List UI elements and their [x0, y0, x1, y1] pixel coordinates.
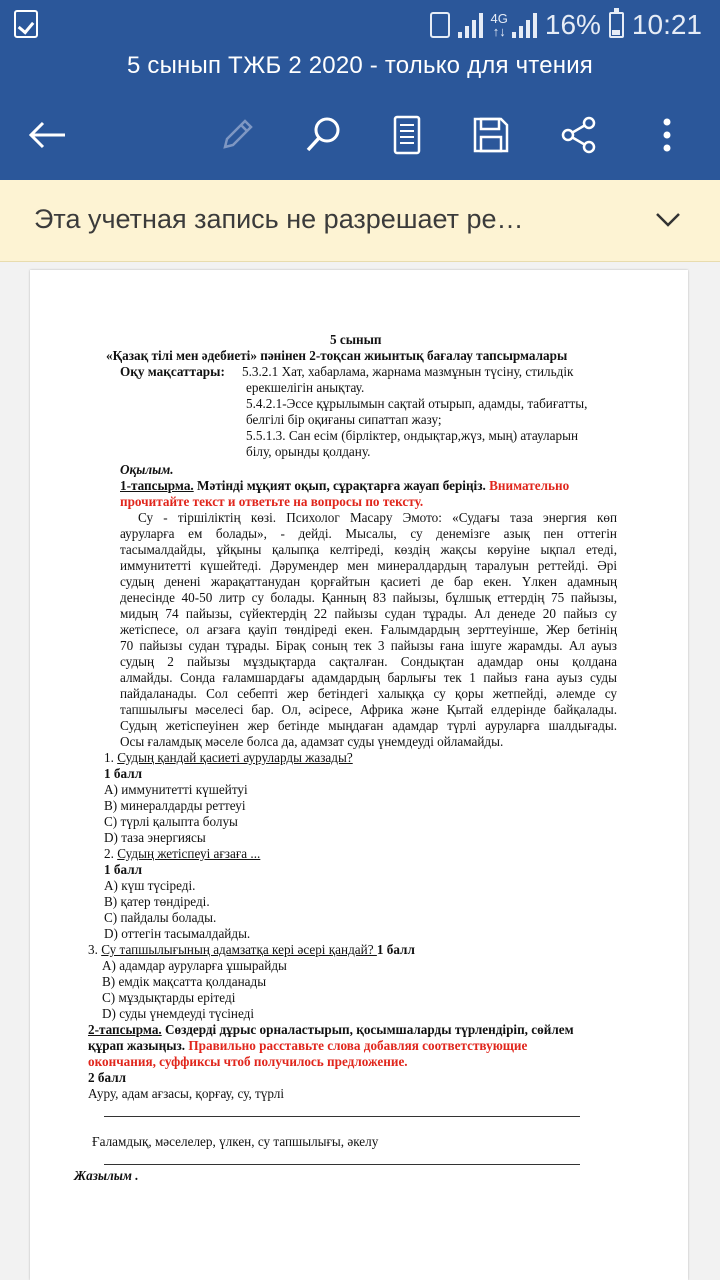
passage-line: денесінде 40-50 литр су болады. Қанның 83 пайызы, бұлшық еттердің 75 пайызы, — [120, 590, 617, 605]
search-icon[interactable] — [298, 110, 348, 160]
toolbar — [0, 100, 720, 170]
question-1 — [104, 750, 353, 766]
app-header — [0, 0, 720, 180]
battery-percent: 16% — [544, 9, 601, 40]
q3-option: D) суды үнемдеуді түсінеді — [102, 1006, 255, 1021]
passage-line: тасымалдайды, ұйқыны қалыпқа келтіреді, көздің жақсы көруіне ықпал етеді, — [120, 542, 617, 557]
q1-points: 1 балл — [104, 766, 142, 781]
task2-points: 2 балл — [88, 1070, 126, 1085]
signal-icon — [458, 12, 483, 38]
document-viewport[interactable] — [0, 262, 720, 1280]
passage-line: алмайды. Сонда ғаламшардағы адамдардың барлығы тек 1 пайыз ғана ауыз суды — [120, 670, 617, 685]
more-icon[interactable] — [642, 110, 692, 160]
q2-points: 1 балл — [104, 862, 142, 877]
q3-option: B) емдік мақсатта қолданады — [102, 974, 267, 989]
task2-line-2 — [88, 1038, 527, 1054]
passage-line: мидың 74 пайызы, сүйектердің 22 пайызы судан тұрады. Ал денеде 20 пайыз су — [120, 606, 617, 621]
passage-line: судың денені жарақаттанудан қорғайтын қасиеті де бар екен. Үлкен адамның — [120, 574, 617, 589]
back-arrow-icon[interactable] — [22, 110, 72, 160]
question-2 — [104, 846, 260, 862]
q2-option: C) пайдалы болады. — [104, 910, 217, 925]
task2-label: 2-тапсырма. — [88, 1022, 162, 1037]
q3-points: 1 балл — [376, 942, 415, 957]
question-3 — [88, 942, 415, 958]
q2-option: A) күш түсіреді. — [104, 878, 196, 893]
q3-option: C) мұздықтарды ерітеді — [102, 990, 236, 1005]
q1-text: Судың қандай қасиеті ауруларды жазады? — [117, 750, 353, 765]
task1-line — [120, 478, 569, 494]
save-icon[interactable] — [466, 110, 516, 160]
task-check-icon — [14, 10, 38, 38]
task2-words-2: Ғаламдық, мәселелер, үлкен, су тапшылығы, әкелу — [92, 1134, 379, 1149]
q1-option: A) иммунитетті күшейтуі — [104, 782, 248, 797]
document-page — [30, 270, 688, 1280]
reading-view-icon[interactable] — [382, 110, 432, 160]
passage-line: иммунитетті күшейтеді. Дәрумендер мен минералдардың таралуын реттейді. Әрі — [120, 558, 617, 573]
section-reading: Оқылым. — [120, 462, 174, 477]
q2-option: B) қатер төндіреді. — [104, 894, 210, 909]
task1-ru-cont: прочитайте текст и ответьте на вопросы по тексту. — [120, 494, 424, 509]
battery-icon — [609, 12, 624, 38]
goals-label: Оқу мақсаттары: — [120, 364, 225, 379]
task1-label: 1-тапсырма. — [120, 478, 194, 493]
passage-line: Судың жетіспеуінен жер бетінде мыңдаған адамдар түрлі ауруларға шалдығады. — [120, 718, 617, 733]
q3-num: 3. — [88, 942, 102, 957]
task2-line — [88, 1022, 574, 1038]
q2-option: D) оттегін тасымалдайды. — [104, 926, 251, 941]
answer-line — [104, 1164, 580, 1165]
doc-heading: «Қазақ тілі мен әдебиеті» пәнінен 2-тоқсан жиынтық бағалау тапсырмалары — [106, 348, 568, 363]
passage-line: 70 пайызы судан тұрады. Бірақ соның тек 3 пайызы ғана ішуге жарамды. Ал ауыз — [120, 638, 617, 653]
edit-pencil-icon[interactable] — [212, 110, 262, 160]
q1-option: D) таза энергиясы — [104, 830, 206, 845]
q2-num: 2. — [104, 846, 118, 861]
passage-line: ауруларға ем болады», - дейді. Мысалы, су денемізге азық пен оттегін — [120, 526, 617, 541]
goal-line: 5.5.1.3. Сан есім (бірліктер, ондықтар,жүз, мың) атауларын — [246, 428, 579, 443]
chevron-down-icon[interactable] — [654, 208, 682, 230]
task2-ru-cont: окончания, суффиксы чтоб получилось предложение. — [88, 1054, 408, 1069]
network-type: 4G ↑↓ — [490, 11, 508, 39]
passage-line: судың 2 пайызы мұздықтарда сақталған. Сондықтан адамдар оны қолдана — [120, 654, 617, 669]
goal-line: 5.3.2.1 Хат, хабарлама, жарнама мазмұнын түсіну, стильдік — [242, 364, 574, 379]
task1-text: Мәтінді мұқият оқып, сұрақтарға жауап беріңіз. — [193, 478, 486, 493]
passage-line: тапшылығы мәселесі бар. Ол, әсіресе, Африка және Қытай елдерінде байқалады. — [120, 702, 617, 717]
goal-line: белгілі бір оқиғаны сипаттап жазу; — [246, 412, 442, 427]
q2-text: Судың жетіспеуі ағзаға ... — [117, 846, 261, 861]
task2-text-2: құрап жазыңыз. — [88, 1038, 186, 1053]
q1-num: 1. — [104, 750, 118, 765]
passage-line: Осы ғаламдық мәселе болса да, адамзат суды үнемдеуді ойламайды. — [120, 734, 504, 749]
passage-line: пайдаланады. Сол себепті жер бетіндегі халыққа су қоры жетпейді, әлемде су — [120, 686, 617, 701]
document-title: 5 сынып ТЖБ 2 2020 - только для чтения — [126, 52, 593, 79]
task2-ru: Правильно расставьте слова добавляя соответствующие — [185, 1038, 528, 1053]
status-bar — [0, 0, 720, 50]
passage-line: Су - тіршіліктің көзі. Психолог Масару Эмото: «Судағы таза энергия көп — [138, 510, 617, 525]
signal-icon-2 — [512, 12, 537, 38]
q3-text: Су тапшылығының адамзатқа кері әсері қандай? — [101, 942, 377, 957]
answer-line — [104, 1116, 580, 1117]
task2-text: Сөздерді дұрыс орналастырып, қосымшаларды түрлендіріп, сөйлем — [161, 1022, 574, 1037]
sim-card-icon — [430, 12, 450, 38]
q3-option: A) адамдар ауруларға ұшырайды — [102, 958, 287, 973]
readonly-notice-banner[interactable] — [0, 180, 720, 262]
share-icon[interactable] — [554, 110, 604, 160]
passage-line: жетіспесе, ол ағзаға қауіп төндіреді екен. Ғалымдардың зерттеуінше, Жер бетінің — [120, 622, 617, 637]
doc-grade: 5 сынып — [330, 332, 382, 347]
q1-option: C) түрлі қалыпта болуы — [104, 814, 238, 829]
goal-line: білу, орынды қолдану. — [246, 444, 371, 459]
section-writing: Жазылым . — [74, 1168, 139, 1183]
task2-words-1: Ауру, адам ағзасы, қорғау, су, түрлі — [88, 1086, 285, 1101]
goal-line: 5.4.2.1-Эссе құрылымын сақтай отырып, адамды, табиғатты, — [246, 396, 588, 411]
goal-line: ерекшелігін анықтау. — [246, 380, 365, 395]
clock: 10:21 — [631, 9, 702, 40]
q1-option: B) минералдарды реттеуі — [104, 798, 246, 813]
task1-ru: Внимательно — [485, 478, 570, 493]
notice-text: Эта учетная запись не разрешает ре… — [34, 204, 524, 234]
